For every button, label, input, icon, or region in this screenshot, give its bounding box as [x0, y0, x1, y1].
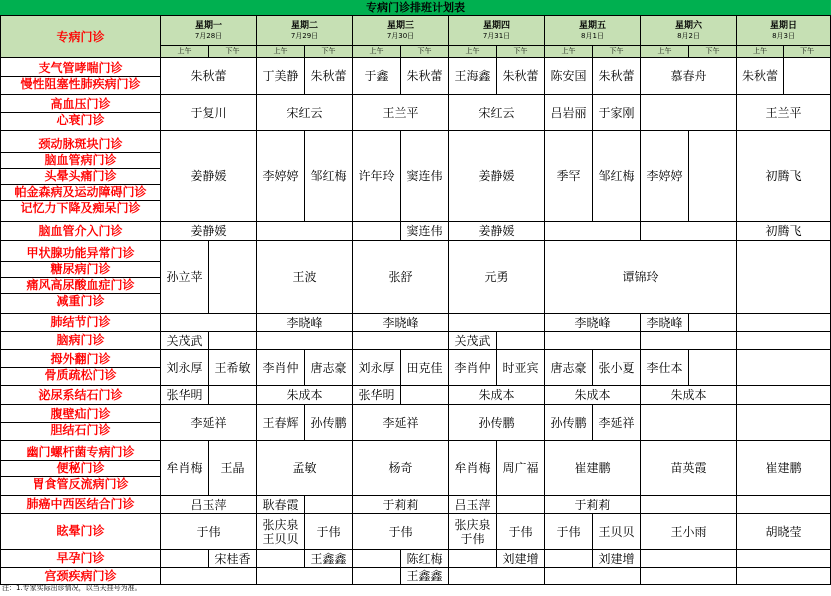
doctor-cell: 李晓峰	[257, 314, 353, 332]
doctor-cell	[737, 550, 831, 568]
doctor-cell: 孙传鹏	[545, 405, 593, 441]
doctor-cell: 牟肖梅	[161, 441, 209, 496]
doctor-cell: 李延祥	[161, 405, 257, 441]
doctor-cell	[497, 496, 545, 514]
doctor-cell	[689, 350, 737, 386]
doctor-cell	[641, 550, 737, 568]
day-header: 星期三 7月30日	[353, 16, 449, 46]
clinic-group	[1, 568, 161, 585]
doctor-cell	[737, 332, 831, 350]
doctor-cell: 朱成本	[449, 386, 545, 405]
clinic-group	[1, 350, 161, 386]
doctor-cell: 孙立苹	[161, 241, 209, 314]
clinic-name: 记忆力下降及痴呆门诊	[20, 200, 141, 215]
doctor-cell: 陈红梅	[401, 550, 449, 568]
doctor-cell	[641, 95, 737, 131]
doctor-cell: 吕岩丽	[545, 95, 593, 131]
doctor-cell	[641, 568, 737, 585]
doctor-cell: 丁美静	[257, 58, 305, 95]
doctor-cell	[161, 568, 257, 585]
doctor-cell: 吕玉萍	[449, 496, 497, 514]
corner-header: 专病门诊	[1, 16, 161, 58]
schedule-table	[0, 15, 831, 585]
doctor-cell	[401, 386, 449, 405]
day-header: 星期六 8月2日	[641, 16, 737, 46]
doctor-cell	[641, 332, 737, 350]
doctor-cell: 杨奇	[353, 441, 449, 496]
pm-header: 下午	[401, 46, 449, 58]
doctor-cell	[641, 405, 737, 441]
doctor-cell	[257, 568, 353, 585]
clinic-group	[1, 241, 161, 314]
doctor-cell	[209, 386, 257, 405]
clinic-group	[1, 314, 161, 332]
clinic-name: 颈动脉斑块门诊	[1, 137, 160, 153]
footnote: 注：1.专家实际出诊情况，以当天挂号为准。	[2, 584, 142, 592]
day-header: 星期日 8月3日	[737, 16, 831, 46]
doctor-cell: 崔建鹏	[737, 441, 831, 496]
clinic-name: 慢性阻塞性肺疾病门诊	[20, 76, 141, 91]
doctor-cell: 邹红梅	[305, 131, 353, 222]
doctor-cell: 张小夏	[593, 350, 641, 386]
doctor-cell: 朱成本	[641, 386, 737, 405]
clinic-name: 高血压门诊	[1, 97, 160, 113]
doctor-cell: 朱秋蕾	[497, 58, 545, 95]
doctor-cell	[449, 550, 497, 568]
doctor-cell	[353, 550, 401, 568]
doctor-cell: 于家刚	[593, 95, 641, 131]
clinic-name: 帕金森病及运动障碍门诊	[1, 185, 160, 201]
pm-header: 下午	[784, 46, 831, 58]
clinic-name: 眩晕门诊	[56, 524, 105, 538]
doctor-cell: 刘永厚	[161, 350, 209, 386]
doctor-cell: 刘建增	[497, 550, 545, 568]
doctor-cell: 朱秋蕾	[593, 58, 641, 95]
doctor-cell: 李晓峰	[545, 314, 641, 332]
am-header: 上午	[353, 46, 401, 58]
doctor-cell: 朱成本	[257, 386, 353, 405]
doctor-cell: 刘建增	[593, 550, 641, 568]
doctor-cell: 唐志豪	[305, 350, 353, 386]
doctor-cell: 张舒	[353, 241, 449, 314]
doctor-cell: 窦连伟	[401, 222, 449, 241]
clinic-name: 支气管哮喘门诊	[1, 61, 160, 77]
doctor-cell: 初腾飞	[737, 131, 831, 222]
doctor-cell	[161, 314, 257, 332]
clinic-group	[1, 131, 161, 222]
doctor-cell: 于鑫	[353, 58, 401, 95]
clinic-name: 胆结石门诊	[50, 423, 111, 437]
doctor-cell: 朱秋蕾	[737, 58, 784, 95]
doctor-cell: 孟敏	[257, 441, 353, 496]
am-header: 上午	[545, 46, 593, 58]
pm-header: 下午	[689, 46, 737, 58]
doctor-cell: 王海鑫	[449, 58, 497, 95]
doctor-cell: 张庆泉 于伟	[449, 514, 497, 550]
doctor-cell: 于莉莉	[545, 496, 641, 514]
doctor-cell: 吕玉萍	[161, 496, 257, 514]
doctor-cell: 宋红云	[449, 95, 545, 131]
doctor-cell: 田克佳	[401, 350, 449, 386]
clinic-group	[1, 222, 161, 241]
doctor-cell: 姜静媛	[161, 131, 257, 222]
clinic-name: 减重门诊	[56, 293, 105, 308]
clinic-name: 胃食管反流病门诊	[32, 476, 129, 491]
clinic-group	[1, 332, 161, 350]
doctor-cell: 关茂武	[161, 332, 209, 350]
doctor-cell: 于伟	[161, 514, 257, 550]
am-header: 上午	[161, 46, 209, 58]
doctor-cell: 周广福	[497, 441, 545, 496]
doctor-cell	[737, 314, 831, 332]
pm-header: 下午	[593, 46, 641, 58]
doctor-cell	[784, 58, 831, 95]
doctor-cell: 张华明	[353, 386, 401, 405]
doctor-cell: 邹红梅	[593, 131, 641, 222]
doctor-cell: 姜静媛	[449, 222, 545, 241]
clinic-name: 糖尿病门诊	[1, 262, 160, 278]
doctor-cell: 孙传鹏	[305, 405, 353, 441]
doctor-cell: 王春辉	[257, 405, 305, 441]
doctor-cell	[449, 568, 545, 585]
doctor-cell: 李肖仲	[449, 350, 497, 386]
doctor-cell: 宋红云	[257, 95, 353, 131]
doctor-cell	[257, 332, 353, 350]
doctor-cell: 于伟	[353, 514, 449, 550]
clinic-name: 宫颈疾病门诊	[44, 568, 117, 583]
doctor-cell: 李延祥	[593, 405, 641, 441]
page-title: 专病门诊排班计划表	[0, 0, 831, 15]
clinic-name: 脑血管病门诊	[1, 153, 160, 169]
am-header: 上午	[641, 46, 689, 58]
clinic-group	[1, 58, 161, 95]
doctor-cell: 宋桂香	[209, 550, 257, 568]
doctor-cell	[545, 332, 641, 350]
doctor-cell: 慕春舟	[641, 58, 737, 95]
doctor-cell: 于伟	[497, 514, 545, 550]
doctor-cell	[689, 314, 737, 332]
doctor-cell: 孙传鹏	[449, 405, 545, 441]
doctor-cell	[641, 222, 737, 241]
doctor-cell: 李晓峰	[353, 314, 449, 332]
doctor-cell: 牟肖梅	[449, 441, 497, 496]
doctor-cell	[209, 332, 257, 350]
doctor-cell	[545, 550, 593, 568]
day-header: 星期一 7月28日	[161, 16, 257, 46]
doctor-cell: 于莉莉	[353, 496, 449, 514]
pm-header: 下午	[305, 46, 353, 58]
doctor-cell: 朱秋蕾	[161, 58, 257, 95]
doctor-cell	[449, 314, 545, 332]
doctor-cell: 姜静媛	[161, 222, 257, 241]
doctor-cell: 李晓峰	[641, 314, 689, 332]
clinic-name: 腹壁疝门诊	[1, 407, 160, 423]
clinic-name: 拇外翻门诊	[1, 352, 160, 368]
doctor-cell: 关茂武	[449, 332, 497, 350]
doctor-cell	[737, 496, 831, 514]
doctor-cell: 朱秋蕾	[305, 58, 353, 95]
doctor-cell	[209, 241, 257, 314]
doctor-cell: 刘永厚	[353, 350, 401, 386]
doctor-cell: 张庆泉 王贝贝	[257, 514, 305, 550]
doctor-cell: 姜静媛	[449, 131, 545, 222]
doctor-cell: 朱成本	[545, 386, 641, 405]
clinic-name: 肺癌中西医结合门诊	[26, 497, 135, 511]
doctor-cell: 窦连伟	[401, 131, 449, 222]
clinic-name: 便秘门诊	[1, 461, 160, 477]
doctor-cell: 王鑫鑫	[401, 568, 449, 585]
clinic-group	[1, 405, 161, 441]
doctor-cell: 胡晓莹	[737, 514, 831, 550]
doctor-cell: 谭锦玲	[545, 241, 737, 314]
doctor-cell	[545, 222, 641, 241]
day-header: 星期五 8月1日	[545, 16, 641, 46]
doctor-cell: 苗英霞	[641, 441, 737, 496]
doctor-cell	[641, 496, 737, 514]
doctor-cell: 耿春霞	[257, 496, 305, 514]
doctor-cell: 唐志豪	[545, 350, 593, 386]
am-header: 上午	[257, 46, 305, 58]
clinic-group	[1, 95, 161, 131]
doctor-cell: 于复川	[161, 95, 257, 131]
clinic-name: 骨质疏松门诊	[44, 368, 117, 382]
clinic-group	[1, 550, 161, 568]
clinic-name: 痛风高尿酸血症门诊	[1, 278, 160, 294]
clinic-name: 脑血管介入门诊	[38, 223, 123, 238]
doctor-cell	[305, 496, 353, 514]
am-header: 上午	[449, 46, 497, 58]
doctor-cell	[737, 350, 831, 386]
doctor-cell: 王鑫鑫	[305, 550, 353, 568]
doctor-cell: 王希敏	[209, 350, 257, 386]
doctor-cell	[737, 241, 831, 314]
am-header: 上午	[737, 46, 784, 58]
clinic-name: 心衰门诊	[56, 113, 105, 127]
doctor-cell: 王波	[257, 241, 353, 314]
doctor-cell: 初腾飞	[737, 222, 831, 241]
clinic-name: 肺结节门诊	[50, 315, 111, 329]
doctor-cell	[689, 131, 737, 222]
doctor-cell: 李仕本	[641, 350, 689, 386]
doctor-cell: 陈安国	[545, 58, 593, 95]
doctor-cell	[257, 222, 353, 241]
doctor-cell: 王兰平	[737, 95, 831, 131]
doctor-cell: 元勇	[449, 241, 545, 314]
clinic-name: 甲状腺功能异常门诊	[1, 246, 160, 262]
doctor-cell: 王小雨	[641, 514, 737, 550]
doctor-cell	[353, 568, 401, 585]
doctor-cell: 于伟	[305, 514, 353, 550]
clinic-name: 幽门螺杆菌专病门诊	[1, 445, 160, 461]
doctor-cell: 李婷婷	[257, 131, 305, 222]
doctor-cell: 于伟	[545, 514, 593, 550]
clinic-name: 早孕门诊	[56, 551, 105, 565]
doctor-cell: 李延祥	[353, 405, 449, 441]
doctor-cell	[353, 222, 401, 241]
clinic-group	[1, 386, 161, 405]
doctor-cell	[545, 568, 641, 585]
doctor-cell	[737, 386, 831, 405]
clinic-group	[1, 514, 161, 550]
pm-header: 下午	[209, 46, 257, 58]
clinic-name: 泌尿系结石门诊	[38, 387, 123, 402]
doctor-cell: 王贝贝	[593, 514, 641, 550]
doctor-cell	[161, 550, 209, 568]
clinic-name: 头晕头痛门诊	[1, 169, 160, 185]
day-header: 星期二 7月29日	[257, 16, 353, 46]
doctor-cell: 时亚宾	[497, 350, 545, 386]
doctor-cell	[353, 332, 449, 350]
doctor-cell: 王兰平	[353, 95, 449, 131]
doctor-cell: 李肖仲	[257, 350, 305, 386]
doctor-cell	[737, 405, 831, 441]
doctor-cell: 崔建鹏	[545, 441, 641, 496]
doctor-cell	[257, 550, 305, 568]
doctor-cell: 季罕	[545, 131, 593, 222]
doctor-cell: 许年玲	[353, 131, 401, 222]
clinic-name: 脑病门诊	[56, 333, 105, 347]
clinic-group	[1, 496, 161, 514]
doctor-cell: 张华明	[161, 386, 209, 405]
doctor-cell: 朱秋蕾	[401, 58, 449, 95]
clinic-group	[1, 441, 161, 496]
doctor-cell	[497, 332, 545, 350]
doctor-cell	[737, 568, 831, 585]
doctor-cell: 王晶	[209, 441, 257, 496]
pm-header: 下午	[497, 46, 545, 58]
doctor-cell: 李婷婷	[641, 131, 689, 222]
day-header: 星期四 7月31日	[449, 16, 545, 46]
